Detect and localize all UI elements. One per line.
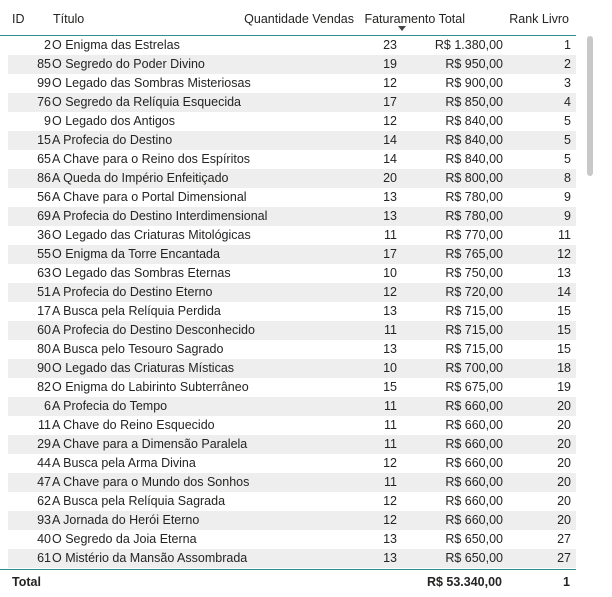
cell-rank: 20 [557,437,571,451]
cell-rank: 1 [564,38,571,52]
cell-rank: 15 [557,342,571,356]
sort-desc-icon [398,26,406,31]
table-row[interactable] [8,416,576,435]
cell-revenue: R$ 900,00 [445,76,503,90]
cell-title: O Segredo do Poder Divino [52,57,205,71]
cell-id: 36 [37,228,51,242]
cell-id: 63 [37,266,51,280]
cell-rank: 2 [564,57,571,71]
cell-title: O Legado das Sombras Eternas [52,266,231,280]
cell-title: A Chave para a Dimensão Paralela [52,437,248,451]
table-row[interactable] [8,359,576,378]
cell-quantity: 11 [384,418,397,432]
cell-id: 80 [37,342,51,356]
cell-quantity: 12 [383,494,397,508]
table-row[interactable] [8,321,576,340]
column-header-id[interactable]: ID [12,12,25,26]
table-body [8,36,576,569]
cell-id: 2 [44,38,51,52]
cell-id: 11 [38,418,51,432]
cell-rank: 27 [557,551,571,565]
cell-title: O Enigma do Labirinto Subterrâneo [52,380,249,394]
table-row[interactable] [8,378,576,397]
cell-quantity: 11 [384,228,397,242]
cell-quantity: 10 [383,361,397,375]
table-row[interactable] [8,397,576,416]
cell-id: 93 [37,513,51,527]
cell-id: 15 [37,133,51,147]
cell-id: 55 [37,247,51,261]
cell-revenue: R$ 660,00 [445,494,503,508]
cell-rank: 14 [557,285,571,299]
table-row[interactable] [8,55,576,74]
cell-quantity: 17 [383,247,397,261]
cell-revenue: R$ 765,00 [445,247,503,261]
cell-title: O Legado das Sombras Misteriosas [52,76,251,90]
table-row[interactable] [8,492,576,511]
cell-rank: 15 [557,304,571,318]
table-row[interactable] [8,74,576,93]
cell-quantity: 11 [384,437,397,451]
cell-rank: 20 [557,399,571,413]
cell-rank: 19 [557,380,571,394]
cell-revenue: R$ 650,00 [445,532,503,546]
cell-revenue: R$ 715,00 [445,304,503,318]
cell-rank: 8 [564,171,571,185]
cell-revenue: R$ 720,00 [445,285,503,299]
cell-quantity: 12 [383,76,397,90]
cell-rank: 5 [564,114,571,128]
cell-revenue: R$ 770,00 [445,228,503,242]
cell-quantity: 11 [384,475,397,489]
total-row [0,569,576,593]
cell-rank: 20 [557,456,571,470]
table-row[interactable] [8,340,576,359]
table-row[interactable] [8,207,576,226]
cell-rank: 3 [564,76,571,90]
table-row[interactable] [8,131,576,150]
cell-quantity: 12 [383,114,397,128]
cell-rank: 20 [557,513,571,527]
total-label: Total [12,575,41,589]
cell-title: O Enigma das Estrelas [52,38,180,52]
cell-title: A Profecia do Destino Eterno [52,285,213,299]
cell-rank: 27 [557,532,571,546]
column-header-revenue[interactable]: Faturamento Total [364,12,465,26]
cell-id: 56 [37,190,51,204]
cell-revenue: R$ 850,00 [445,95,503,109]
cell-title: O Segredo da Relíquia Esquecida [52,95,242,109]
cell-rank: 5 [564,133,571,147]
cell-quantity: 12 [383,456,397,470]
table-row[interactable] [8,283,576,302]
cell-revenue: R$ 840,00 [445,133,503,147]
vertical-scrollbar[interactable] [585,36,595,569]
column-header-quantity[interactable]: Quantidade Vendas [244,12,354,26]
table-row[interactable] [8,435,576,454]
cell-id: 65 [37,152,51,166]
cell-id: 99 [37,76,51,90]
cell-quantity: 12 [383,513,397,527]
cell-title: O Mistério da Mansão Assombrada [52,551,248,565]
cell-title: A Jornada do Herói Eterno [52,513,200,527]
cell-id: 17 [37,304,51,318]
cell-title: A Busca pelo Tesouro Sagrado [52,342,224,356]
cell-title: O Legado das Criaturas Mitológicas [52,228,251,242]
table-row[interactable] [8,511,576,530]
cell-revenue: R$ 950,00 [445,57,503,71]
cell-title: A Chave para o Portal Dimensional [52,190,247,204]
cell-quantity: 14 [383,152,397,166]
cell-quantity: 15 [383,380,397,394]
cell-revenue: R$ 750,00 [445,266,503,280]
cell-title: A Chave para o Reino dos Espíritos [52,152,251,166]
cell-title: O Legado dos Antigos [52,114,176,128]
cell-revenue: R$ 700,00 [445,361,503,375]
cell-rank: 9 [564,209,571,223]
cell-id: 76 [37,95,51,109]
table-row[interactable] [8,188,576,207]
cell-id: 61 [37,551,51,565]
table-row[interactable] [8,93,576,112]
cell-quantity: 13 [383,209,397,223]
total-rank: 1 [563,575,570,589]
cell-title: O Segredo da Joia Eterna [52,532,197,546]
cell-revenue: R$ 1.380,00 [434,38,503,52]
cell-quantity: 13 [383,551,397,565]
cell-id: 85 [37,57,51,71]
cell-rank: 4 [564,95,571,109]
cell-revenue: R$ 715,00 [445,323,503,337]
cell-id: 82 [37,380,51,394]
cell-revenue: R$ 780,00 [445,209,503,223]
table-row[interactable] [8,112,576,131]
cell-quantity: 23 [383,38,397,52]
cell-revenue: R$ 660,00 [445,475,503,489]
table-row[interactable] [8,473,576,492]
cell-revenue: R$ 650,00 [445,551,503,565]
cell-id: 40 [37,532,51,546]
cell-quantity: 17 [383,95,397,109]
cell-revenue: R$ 660,00 [445,399,503,413]
cell-id: 29 [37,437,51,451]
scrollbar-thumb[interactable] [587,36,593,176]
cell-title: A Busca pela Arma Divina [52,456,196,470]
column-header-rank[interactable]: Rank Livro [509,12,569,26]
cell-quantity: 13 [383,342,397,356]
cell-revenue: R$ 800,00 [445,171,503,185]
table-row[interactable] [8,302,576,321]
cell-revenue: R$ 715,00 [445,342,503,356]
total-revenue: R$ 53.340,00 [426,575,502,589]
cell-quantity: 13 [383,190,397,204]
table-row[interactable] [8,264,576,283]
cell-id: 86 [37,171,51,185]
table-row[interactable] [8,226,576,245]
cell-quantity: 13 [383,304,397,318]
table-row[interactable] [8,150,576,169]
cell-title: A Chave do Reino Esquecido [52,418,215,432]
cell-title: A Busca pela Relíquia Sagrada [52,494,226,508]
table-row[interactable] [8,245,576,264]
cell-rank: 9 [564,190,571,204]
cell-title: O Enigma da Torre Encantada [52,247,220,261]
cell-title: A Profecia do Destino Desconhecido [52,323,255,337]
cell-title: A Busca pela Relíquia Perdida [52,304,221,318]
cell-revenue: R$ 660,00 [445,513,503,527]
cell-revenue: R$ 840,00 [445,114,503,128]
cell-id: 51 [37,285,51,299]
cell-revenue: R$ 675,00 [445,380,503,394]
cell-id: 44 [37,456,51,470]
table-row[interactable] [8,36,576,55]
table-row[interactable] [8,169,576,188]
cell-revenue: R$ 660,00 [445,437,503,451]
cell-title: O Legado das Criaturas Místicas [52,361,235,375]
cell-id: 90 [37,361,51,375]
cell-quantity: 13 [383,532,397,546]
table-row[interactable] [8,454,576,473]
cell-id: 69 [37,209,51,223]
cell-quantity: 12 [383,285,397,299]
cell-rank: 18 [557,361,571,375]
cell-id: 47 [37,475,51,489]
cell-quantity: 14 [383,133,397,147]
column-header-title[interactable]: Título [53,12,85,26]
cell-quantity: 11 [384,323,397,337]
cell-id: 60 [37,323,51,337]
table-header [0,0,576,36]
cell-rank: 20 [557,418,571,432]
table-row[interactable] [8,549,576,568]
cell-quantity: 19 [383,57,397,71]
cell-rank: 15 [557,323,571,337]
cell-rank: 20 [557,475,571,489]
cell-rank: 11 [558,228,571,242]
cell-revenue: R$ 660,00 [445,456,503,470]
cell-title: A Profecia do Destino [52,133,173,147]
cell-title: A Profecia do Destino Interdimensional [52,209,268,223]
cell-revenue: R$ 840,00 [445,152,503,166]
cell-rank: 13 [557,266,571,280]
cell-id: 9 [44,114,51,128]
cell-rank: 12 [557,247,571,261]
cell-revenue: R$ 660,00 [445,418,503,432]
cell-rank: 20 [557,494,571,508]
cell-quantity: 10 [383,266,397,280]
cell-id: 6 [44,399,51,413]
cell-rank: 5 [564,152,571,166]
cell-title: A Queda do Império Enfeitiçado [52,171,229,185]
cell-title: A Chave para o Mundo dos Sonhos [52,475,250,489]
cell-quantity: 11 [384,399,397,413]
cell-title: A Profecia do Tempo [52,399,168,413]
table-row[interactable] [8,530,576,549]
cell-id: 62 [37,494,51,508]
cell-quantity: 20 [383,171,397,185]
cell-revenue: R$ 780,00 [445,190,503,204]
